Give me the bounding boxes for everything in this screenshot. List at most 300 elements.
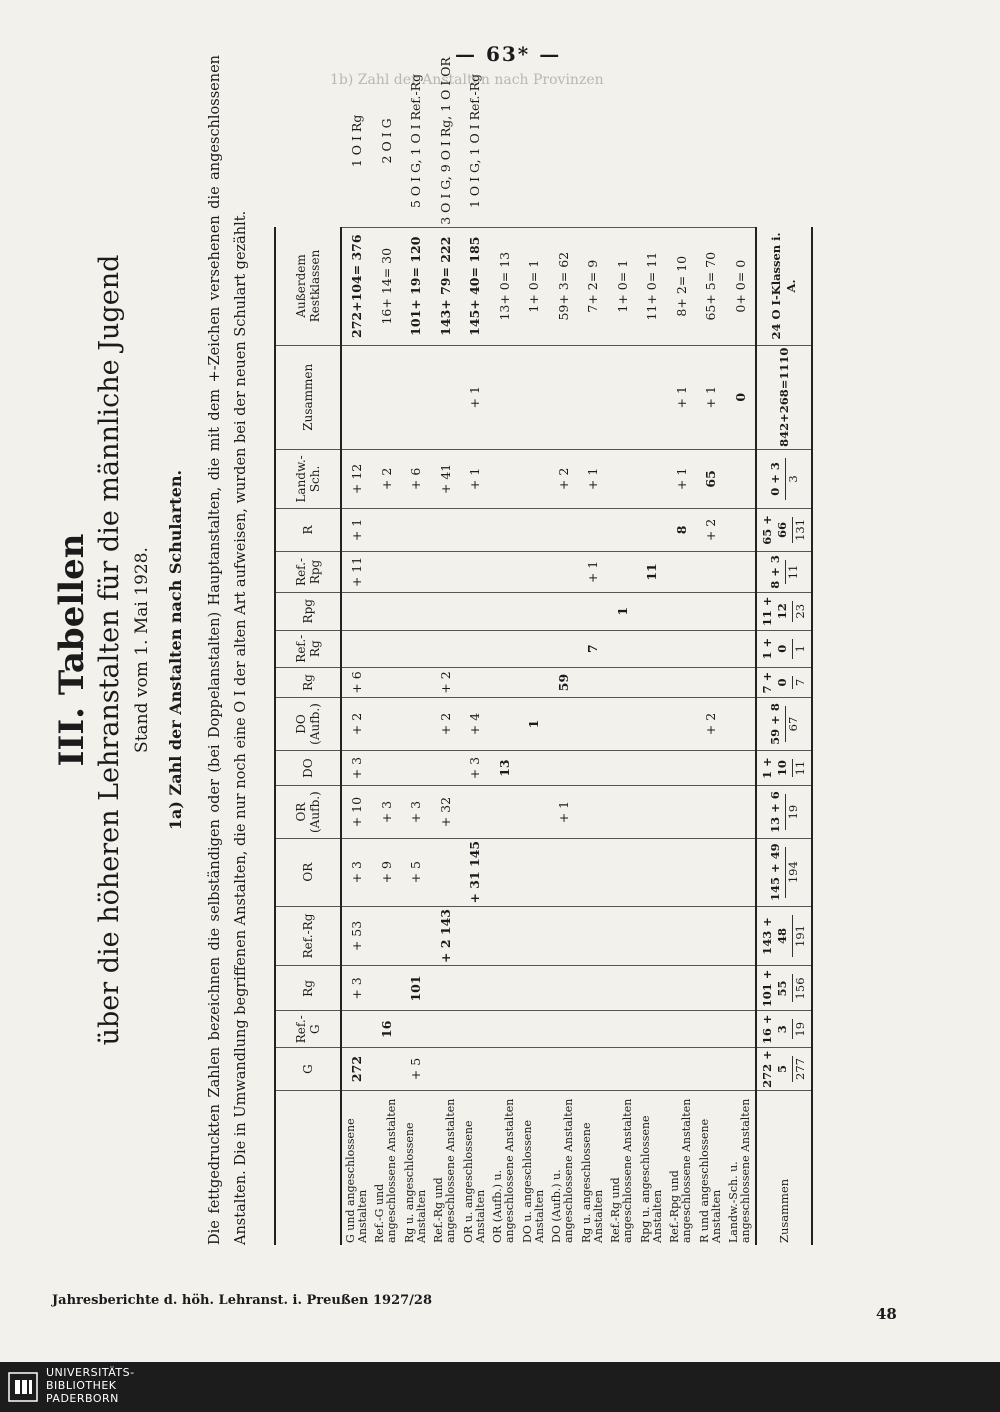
table-cell: + 32 bbox=[431, 786, 461, 839]
table-cell: 11 bbox=[637, 551, 667, 592]
table-cell: + 1 bbox=[460, 345, 490, 449]
table-cell: + 1 bbox=[667, 449, 697, 508]
library-logo-bar bbox=[0, 1362, 1000, 1412]
table-cell bbox=[726, 508, 757, 551]
table-cell bbox=[578, 55, 608, 227]
table-cell bbox=[372, 508, 402, 551]
column-header: OR bbox=[275, 838, 341, 906]
table-cell bbox=[460, 1011, 490, 1048]
table-cell: 2 O I G bbox=[372, 55, 402, 227]
table-cell: 1+ 0= 1 bbox=[519, 227, 549, 345]
table-cell bbox=[549, 630, 579, 667]
column-header: G bbox=[275, 1048, 341, 1091]
table-cell bbox=[490, 449, 520, 508]
table-cell: + 2 bbox=[696, 698, 726, 751]
table-cell bbox=[667, 592, 697, 630]
row-label: Ref.-Rpg und angeschlossene Anstalten bbox=[668, 1098, 694, 1243]
table-cell bbox=[578, 698, 608, 751]
table-cell: + 11 bbox=[341, 551, 372, 592]
table-cell bbox=[549, 906, 579, 966]
totals-addition: 11 + 12 bbox=[760, 596, 789, 627]
table-cell bbox=[696, 55, 726, 227]
table-cell bbox=[578, 838, 608, 906]
table-cell: 1 bbox=[608, 592, 638, 630]
table-cell bbox=[372, 345, 402, 449]
table-cell: 3 O I G, 9 O I Rg, 1 O I OR bbox=[431, 55, 461, 227]
table-cell: + 6 bbox=[401, 449, 431, 508]
totals-cell bbox=[756, 750, 812, 786]
totals-sum: 3 bbox=[785, 458, 801, 500]
table-cell: + 12 bbox=[341, 449, 372, 508]
totals-addition: 65 + 66 bbox=[760, 515, 789, 545]
table-cell bbox=[667, 551, 697, 592]
table-cell bbox=[401, 906, 431, 966]
table-cell bbox=[490, 508, 520, 551]
table-cell: 5 O I G, 1 O I Ref.-Rg bbox=[401, 55, 431, 227]
table-cell bbox=[519, 55, 549, 227]
table-cell bbox=[372, 630, 402, 667]
row-label: Rg u. angeschlossene Anstalten bbox=[579, 1122, 605, 1243]
table-cell: + 2 bbox=[372, 449, 402, 508]
rotated-content bbox=[52, 55, 852, 1245]
table-cell bbox=[519, 667, 549, 697]
section-title: III. Tabellen bbox=[52, 533, 92, 767]
table-cell bbox=[460, 630, 490, 667]
title-block bbox=[52, 55, 185, 1245]
table-cell bbox=[431, 838, 461, 906]
section-heading: über die höheren Lehranstalten für die männliche Jugend bbox=[94, 254, 125, 1046]
table-cell: 272+104= 376 bbox=[341, 227, 372, 345]
row-label: OR (Aufb.) u. angeschlossene Anstalten bbox=[491, 1098, 517, 1243]
table-cell: + 10 bbox=[341, 786, 372, 839]
table-cell bbox=[519, 508, 549, 551]
table-cell bbox=[726, 786, 757, 839]
table-cell: 1 O I G, 1 O I Ref.-Rg bbox=[460, 55, 490, 227]
library-name-line: UNIVERSITÄTS- bbox=[46, 1366, 135, 1379]
table-cell bbox=[549, 345, 579, 449]
table-cell: + 1 bbox=[341, 508, 372, 551]
totals-addition: 1 + 10 bbox=[760, 757, 789, 779]
table-cell: 272 bbox=[341, 1048, 372, 1091]
table-cell bbox=[549, 750, 579, 786]
totals-cell bbox=[756, 786, 812, 839]
institutions-table bbox=[274, 55, 813, 1245]
table-cell bbox=[490, 667, 520, 697]
table-cell bbox=[667, 966, 697, 1011]
table-cell: + 3 bbox=[401, 786, 431, 839]
table-cell bbox=[401, 750, 431, 786]
table-body bbox=[341, 55, 812, 1245]
table-row bbox=[696, 55, 726, 1245]
table-cell bbox=[696, 786, 726, 839]
table-cell bbox=[519, 1048, 549, 1091]
table-cell bbox=[519, 1011, 549, 1048]
table-cell bbox=[431, 345, 461, 449]
table-cell: + 1 bbox=[578, 449, 608, 508]
table-row bbox=[519, 55, 549, 1245]
table-cell bbox=[726, 1011, 757, 1048]
table-cell bbox=[460, 508, 490, 551]
table-cell bbox=[490, 1011, 520, 1048]
table-cell bbox=[549, 1011, 579, 1048]
table-cell: + 3 bbox=[341, 966, 372, 1011]
table-cell bbox=[341, 630, 372, 667]
table-cell bbox=[372, 1048, 402, 1091]
totals-addition: 842+268=1110 bbox=[776, 347, 791, 447]
table-cell bbox=[637, 630, 667, 667]
totals-sum: 156 bbox=[792, 974, 808, 1002]
table-cell bbox=[578, 592, 608, 630]
table-cell: 59+ 3= 62 bbox=[549, 227, 579, 345]
totals-cell bbox=[756, 1011, 812, 1048]
table-cell bbox=[608, 551, 638, 592]
totals-cell bbox=[756, 630, 812, 667]
table-cell bbox=[519, 786, 549, 839]
table-cell bbox=[726, 698, 757, 751]
column-header: DO bbox=[275, 750, 341, 786]
table-cell: + 6 bbox=[341, 667, 372, 697]
column-header bbox=[275, 1091, 341, 1246]
totals-sum: 194 bbox=[785, 847, 801, 898]
table-cell bbox=[637, 1011, 667, 1048]
table-cell: + 2 bbox=[696, 508, 726, 551]
totals-sum: 19 bbox=[792, 1019, 808, 1039]
table-cell: + 1 bbox=[667, 345, 697, 449]
table-cell bbox=[460, 1048, 490, 1091]
table-cell bbox=[519, 906, 549, 966]
table-cell bbox=[431, 592, 461, 630]
table-cell bbox=[696, 1011, 726, 1048]
table-row bbox=[401, 55, 431, 1245]
intro-paragraph: Die fettgedruckten Zahlen bezeichnen die selbständigen oder (bei Doppelanstalten) Hauptanstalten, die mit dem +-Zeichen versehenen die angeschlossenen Anstalten. Die in Umwandlung begriffenen Anstalten, die nur noch eine O I der alten Art aufweisen, wurden bei der neuen Schulart gezählt. bbox=[207, 55, 249, 1245]
totals-cell bbox=[756, 698, 812, 751]
table-cell: + 31 145 bbox=[460, 838, 490, 906]
row-label: OR u. angeschlossene Anstalten bbox=[461, 1120, 487, 1243]
table-cell bbox=[490, 786, 520, 839]
totals-addition: 8 + 3 bbox=[767, 555, 782, 589]
table-cell bbox=[578, 750, 608, 786]
table-cell bbox=[637, 345, 667, 449]
table-cell bbox=[341, 1011, 372, 1048]
page-number: — 63* — bbox=[455, 42, 562, 66]
footer-page-number: 48 bbox=[876, 1305, 897, 1323]
table-cell bbox=[401, 345, 431, 449]
table-row bbox=[637, 55, 667, 1245]
table-cell bbox=[490, 838, 520, 906]
table-cell bbox=[549, 966, 579, 1011]
table-cell: + 2 bbox=[431, 667, 461, 697]
table-cell bbox=[578, 1048, 608, 1091]
row-label: G und angeschlossene Anstalten bbox=[343, 1118, 369, 1243]
table-cell bbox=[696, 630, 726, 667]
table-cell bbox=[608, 449, 638, 508]
footer-source: Jahresberichte d. höh. Lehranst. i. Preußen 1927/28 bbox=[52, 1293, 432, 1308]
table-cell bbox=[578, 906, 608, 966]
table-cell: + 9 bbox=[372, 838, 402, 906]
table-cell bbox=[490, 966, 520, 1011]
table-cell: 8 bbox=[667, 508, 697, 551]
table-row bbox=[608, 55, 638, 1245]
table-cell bbox=[696, 966, 726, 1011]
table-cell bbox=[460, 786, 490, 839]
table-cell bbox=[519, 449, 549, 508]
table-cell: 11+ 0= 11 bbox=[637, 227, 667, 345]
table-cell: 7+ 2= 9 bbox=[578, 227, 608, 345]
table-cell bbox=[431, 630, 461, 667]
column-header: Rg bbox=[275, 667, 341, 697]
table-cell: + 1 bbox=[578, 551, 608, 592]
table-cell bbox=[460, 667, 490, 697]
totals-row bbox=[756, 55, 812, 1245]
table-cell: 1 bbox=[519, 698, 549, 751]
column-header: Zusammen bbox=[275, 345, 341, 449]
table-cell: + 4 bbox=[460, 698, 490, 751]
table-cell bbox=[667, 698, 697, 751]
table-row bbox=[372, 55, 402, 1245]
table-cell bbox=[519, 592, 549, 630]
table-cell bbox=[608, 1011, 638, 1048]
table-cell bbox=[519, 630, 549, 667]
table-cell: + 1 bbox=[460, 449, 490, 508]
table-cell bbox=[637, 592, 667, 630]
column-header: Ref.-Rg bbox=[275, 906, 341, 966]
table-cell bbox=[401, 1011, 431, 1048]
column-header: Landw.-Sch. bbox=[275, 449, 341, 508]
table-cell bbox=[696, 838, 726, 906]
table-header-row bbox=[275, 55, 341, 1245]
table-cell: 13+ 0= 13 bbox=[490, 227, 520, 345]
table-cell: + 1 bbox=[549, 786, 579, 839]
table-cell bbox=[667, 1011, 697, 1048]
table-cell bbox=[637, 786, 667, 839]
table-cell bbox=[667, 786, 697, 839]
column-header: Rpg bbox=[275, 592, 341, 630]
table-cell bbox=[549, 551, 579, 592]
table-cell bbox=[637, 966, 667, 1011]
totals-sum: 11 bbox=[793, 760, 807, 776]
library-name-line: BIBLIOTHEK bbox=[46, 1379, 117, 1392]
column-header: OR (Aufb.) bbox=[275, 786, 341, 839]
totals-cell bbox=[756, 906, 812, 966]
table-cell bbox=[372, 551, 402, 592]
table-cell: + 2 bbox=[341, 698, 372, 751]
table-cell bbox=[519, 750, 549, 786]
table-cell bbox=[637, 838, 667, 906]
table-cell bbox=[726, 966, 757, 1011]
table-cell bbox=[667, 667, 697, 697]
library-logo-icon bbox=[8, 1372, 38, 1402]
totals-cell bbox=[756, 508, 812, 551]
table-cell: 16+ 14= 30 bbox=[372, 227, 402, 345]
column-header: Außerdem Restklassen bbox=[275, 227, 341, 345]
table-cell bbox=[490, 1048, 520, 1091]
table-cell: 145+ 40= 185 bbox=[460, 227, 490, 345]
table-cell bbox=[726, 750, 757, 786]
table-cell bbox=[637, 55, 667, 227]
table-cell bbox=[341, 345, 372, 449]
totals-addition: 59 + 8 bbox=[767, 703, 782, 745]
totals-sum: 191 bbox=[792, 915, 808, 958]
table-cell bbox=[608, 55, 638, 227]
table-cell: 7 bbox=[578, 630, 608, 667]
table-cell bbox=[608, 667, 638, 697]
table-cell bbox=[637, 698, 667, 751]
table-cell bbox=[608, 1048, 638, 1091]
table-cell bbox=[431, 508, 461, 551]
table-cell: + 41 bbox=[431, 449, 461, 508]
totals-addition: 13 + 6 bbox=[767, 791, 782, 833]
table-cell: + 3 bbox=[372, 786, 402, 839]
table-cell bbox=[608, 630, 638, 667]
table-cell bbox=[696, 667, 726, 697]
table-cell bbox=[578, 508, 608, 551]
table-cell bbox=[519, 966, 549, 1011]
table-cell bbox=[726, 551, 757, 592]
totals-cell bbox=[756, 592, 812, 630]
table-cell: 0 bbox=[726, 345, 757, 449]
table-row bbox=[578, 55, 608, 1245]
totals-sum: 67 bbox=[785, 706, 801, 742]
table-cell bbox=[431, 966, 461, 1011]
table-cell bbox=[372, 750, 402, 786]
table-row bbox=[667, 55, 697, 1245]
column-header: R bbox=[275, 508, 341, 551]
date-line: Stand vom 1. Mai 1928. bbox=[132, 547, 152, 753]
totals-cell bbox=[756, 966, 812, 1011]
table-cell bbox=[726, 1048, 757, 1091]
column-header: Rg bbox=[275, 966, 341, 1011]
table-cell bbox=[372, 906, 402, 966]
table-cell: + 3 bbox=[460, 750, 490, 786]
table-cell bbox=[372, 592, 402, 630]
table-cell bbox=[696, 1048, 726, 1091]
library-name bbox=[46, 1366, 135, 1405]
row-label: R und angeschlossene Anstalten bbox=[697, 1118, 723, 1243]
totals-cell bbox=[756, 1048, 812, 1091]
table-cell bbox=[608, 698, 638, 751]
table-cell: 16 bbox=[372, 1011, 402, 1048]
totals-addition: 145 + 49 bbox=[767, 843, 782, 902]
table-cell: 0+ 0= 0 bbox=[726, 227, 757, 345]
row-label: Ref.-G und angeschlossene Anstalten bbox=[373, 1098, 399, 1243]
table-cell: 1+ 0= 1 bbox=[608, 227, 638, 345]
table-cell bbox=[519, 551, 549, 592]
totals-label: Zusammen bbox=[756, 1091, 812, 1246]
table-cell bbox=[637, 906, 667, 966]
table-cell bbox=[667, 1048, 697, 1091]
table-cell: + 2 bbox=[431, 698, 461, 751]
table-cell bbox=[667, 55, 697, 227]
table-cell: + 3 bbox=[341, 838, 372, 906]
table-cell: + 1 bbox=[696, 345, 726, 449]
table-cell bbox=[401, 592, 431, 630]
table-cell bbox=[490, 345, 520, 449]
totals-sum: 7 bbox=[792, 676, 808, 689]
table-cell bbox=[608, 966, 638, 1011]
table-cell bbox=[372, 698, 402, 751]
table-cell bbox=[637, 1048, 667, 1091]
row-label: DO u. angeschlossene Anstalten bbox=[520, 1119, 546, 1243]
table-cell bbox=[608, 750, 638, 786]
totals-addition: 143 + 48 bbox=[760, 917, 789, 955]
table-cell bbox=[726, 449, 757, 508]
table-cell bbox=[578, 1011, 608, 1048]
table-cell bbox=[549, 592, 579, 630]
table-cell bbox=[667, 750, 697, 786]
table-cell bbox=[460, 906, 490, 966]
table-cell: + 2 bbox=[549, 449, 579, 508]
table-cell bbox=[726, 55, 757, 227]
column-header: Ref.-Rpg bbox=[275, 551, 341, 592]
totals-sum: 277 bbox=[792, 1056, 808, 1082]
table-cell bbox=[431, 1048, 461, 1091]
table-cell bbox=[460, 551, 490, 592]
totals-cell bbox=[756, 345, 812, 449]
table-cell bbox=[460, 592, 490, 630]
table-cell: 101 bbox=[401, 966, 431, 1011]
table-cell bbox=[549, 838, 579, 906]
table-cell bbox=[549, 1048, 579, 1091]
table-cell bbox=[431, 1011, 461, 1048]
table-cell: 13 bbox=[490, 750, 520, 786]
table-cell bbox=[549, 508, 579, 551]
table-cell bbox=[490, 551, 520, 592]
table-cell bbox=[637, 750, 667, 786]
totals-addition: 0 + 3 bbox=[767, 462, 782, 496]
table-cell bbox=[608, 786, 638, 839]
table-cell bbox=[578, 966, 608, 1011]
table-cell: + 5 bbox=[401, 1048, 431, 1091]
table-cell bbox=[608, 508, 638, 551]
table-cell bbox=[401, 698, 431, 751]
totals-addition: 7 + 0 bbox=[760, 671, 789, 694]
table-cell bbox=[637, 449, 667, 508]
table-cell bbox=[726, 667, 757, 697]
table-cell bbox=[549, 55, 579, 227]
table-cell: + 3 bbox=[341, 750, 372, 786]
table-cell bbox=[696, 906, 726, 966]
table-cell bbox=[667, 906, 697, 966]
table-row bbox=[549, 55, 579, 1245]
table-cell: + 5 bbox=[401, 838, 431, 906]
totals-addition: 24 O I-Klassen i. A. bbox=[769, 232, 798, 340]
table-cell bbox=[696, 750, 726, 786]
row-label: Ref.-Rg und angeschlossene Anstalten bbox=[609, 1098, 635, 1243]
table-cell bbox=[578, 786, 608, 839]
table-cell bbox=[578, 345, 608, 449]
bleed-through-text: 1b) Zahl der Anstalten nach Provinzen bbox=[330, 72, 604, 88]
table-cell bbox=[490, 55, 520, 227]
table-cell: 59 bbox=[549, 667, 579, 697]
table-cell bbox=[696, 551, 726, 592]
totals-sum: 1 bbox=[792, 639, 808, 659]
table-cell bbox=[401, 508, 431, 551]
table-cell bbox=[490, 592, 520, 630]
table-row bbox=[490, 55, 520, 1245]
table-row bbox=[726, 55, 757, 1245]
row-label: Ref.-Rg und angeschlossene Anstalten bbox=[432, 1098, 458, 1243]
table-cell bbox=[401, 630, 431, 667]
table-cell bbox=[490, 906, 520, 966]
table-subtitle: 1a) Zahl der Anstalten nach Schularten. bbox=[166, 469, 185, 831]
table-cell bbox=[490, 698, 520, 751]
table-cell: 101+ 19= 120 bbox=[401, 227, 431, 345]
table-row bbox=[341, 55, 372, 1245]
totals-addition: 1 + 0 bbox=[760, 637, 789, 660]
table-cell bbox=[608, 838, 638, 906]
table-cell bbox=[549, 698, 579, 751]
table-cell bbox=[372, 667, 402, 697]
